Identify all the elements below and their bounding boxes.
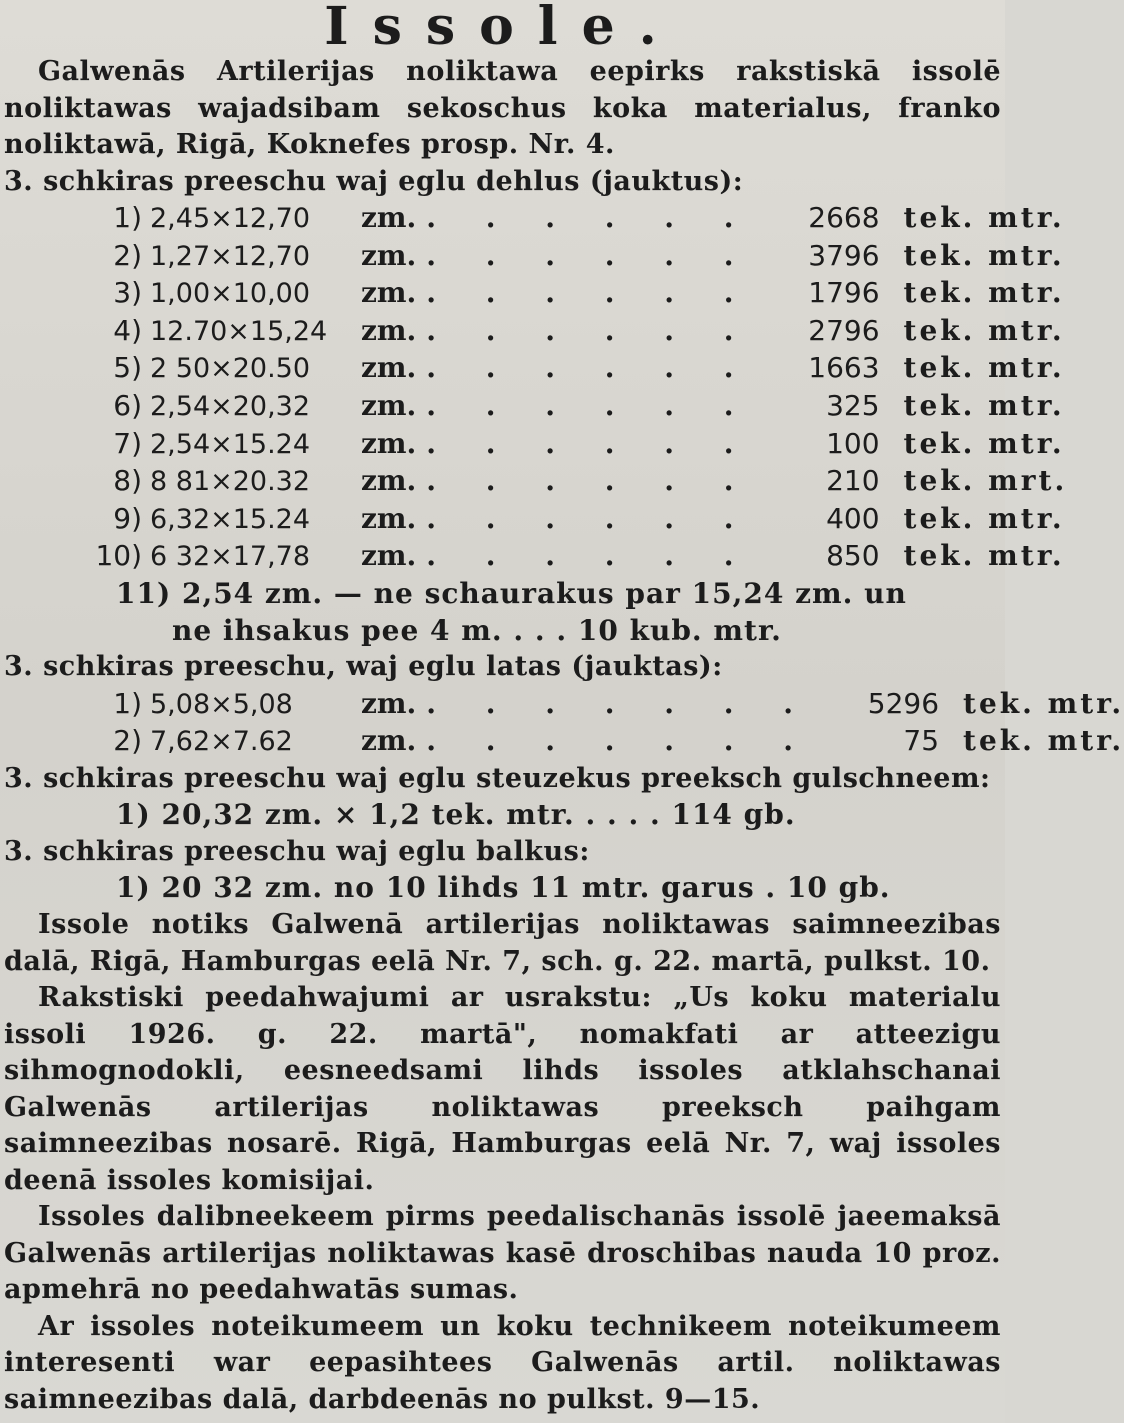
item-dimensions: 2,54×20,32 [150,390,311,422]
item-number: 5) [113,351,142,385]
item-unit: zm. [361,313,417,347]
item-dimensions: 7,62×7.62 [150,726,293,758]
item-measure: tek. mtr. [963,724,1124,758]
item-dimensions: 1,00×10,00 [150,278,311,310]
item-number: 2) [113,238,142,272]
list-item [4,313,1065,351]
list-item [4,723,1124,761]
list-item [4,275,1065,313]
poles-line: 1) 20,32 zm. × 1,2 tek. mtr. . . . . 114 gb. [116,798,796,832]
leader-dots: . . . . . . [426,201,754,234]
item-unit: zm. [361,351,417,385]
item-unit: zm. [361,426,417,460]
list-item [4,238,1065,276]
item-quantity: 3796 [808,238,880,272]
submission-paragraph: Rakstiski peedahwajumi ar usrakstu: „Us koku materialu issoli 1926. g. 22. martā", nomakfati ar atteezigu sihmognodokli, eesneedsami lihds issoles atklahschanai Galwenās artilerijas noliktawas preeksch paihgam saimneezibas nosarē. Rigā, Hamburgas eelā Nr. 7, waj issoles deenā issoles komisijai. [4,982,1001,1196]
page-title: Issole. [324,0,681,57]
item-quantity: 1663 [808,351,880,385]
item-measure: tek. mtr. [903,539,1065,573]
section-heading-boards: 3. schkiras preeschu waj eglu dehlus (jauktus): [4,165,744,197]
item-dimensions: 5,08×5,08 [150,688,293,720]
item-unit: zm. [361,238,417,272]
item-dimensions: 2,45×12,70 [150,203,311,234]
leader-dots: . . . . . . [426,539,754,573]
item-unit: zm. [361,539,417,573]
leader-dots: . . . . . . [426,388,754,422]
laths-list [4,686,1124,761]
leader-dots: . . . . . . [426,501,754,535]
deposit-paragraph: Issoles dalibneekeem pirms peedalischanās issolē jaeemaksā Galwenās artilerijas noliktawas kasē droschibas nauda 10 proz. apmehrā no peedahwatās sumas. [4,1201,1001,1305]
list-item [4,200,1065,238]
item-number: 2) [113,724,142,758]
item-dimensions: 2,54×15.24 [150,428,311,460]
item-measure: tek. mtr. [903,238,1065,272]
item-quantity: 1796 [808,276,880,310]
item-quantity: 75 [903,724,940,758]
item-dimensions: 6,32×15.24 [150,503,311,535]
item-quantity: 100 [826,426,880,460]
item-number: 8) [113,464,142,498]
leader-dots: . . . . . . [426,313,754,347]
item-dimensions: 8 81×20.32 [150,466,311,498]
leader-dots: . . . . . . . [426,686,814,720]
list-item [4,686,1124,724]
item-number: 6) [113,388,142,422]
intro-paragraph: Galwenās Artilerijas noliktawa eepirks rakstiskā issolē noliktawas wajadsibam sekoschus koka materialus, franko noliktawā, Rigā, Koknefes prosp. Nr. 4. [4,56,1001,160]
section-heading-poles: 3. schkiras preeschu waj eglu steuzekus preeksch gulschneem: [4,762,991,794]
list-item [4,350,1065,388]
item-number: 3) [113,276,142,310]
item-measure: tek. mtr. [903,201,1065,234]
section-heading-laths: 3. schkiras preeschu, waj eglu latas (jauktas): [4,651,723,683]
item-number: 10) [95,539,142,573]
item-unit: zm. [361,388,417,422]
item-unit: zm. [361,724,417,758]
leader-dots: . . . . . . . [426,724,814,758]
auction-place-paragraph: Issole notiks Galwenā artilerijas noliktawas saimneezibas dalā, Rigā, Hamburgas eelā Nr. 7, sch. g. 22. martā, pulkst. 10. [4,909,1001,977]
item-quantity: 325 [826,388,880,422]
list-item [4,501,1065,539]
item-number: 1) [113,201,142,234]
item-measure: tek. mtr. [903,501,1065,535]
item-unit: zm. [361,686,417,720]
item-number: 9) [113,501,142,535]
item-measure: tek. mtr. [903,313,1065,347]
item-quantity: 2796 [808,313,880,347]
item-quantity: 210 [826,464,880,498]
beams-line: 1) 20 32 zm. no 10 lihds 11 mtr. garus . 10 gb. [116,871,891,905]
item-11-line-1: 11) 2,54 zm. — ne schaurakus par 15,24 zm. un [116,576,907,610]
item-unit: zm. [361,201,417,234]
leader-dots: . . . . . . [426,464,754,498]
item-unit: zm. [361,276,417,310]
item-number: 1) [113,686,142,720]
section-heading-beams: 3. schkiras preeschu waj eglu balkus: [4,835,590,867]
list-item [4,463,1068,501]
item-measure: tek. mrt. [903,464,1068,498]
item-dimensions: 6 32×17,78 [150,541,311,573]
item-measure: tek. mtr. [903,276,1065,310]
list-item [4,388,1065,426]
item-dimensions: 12.70×15,24 [150,315,328,347]
item-measure: tek. mtr. [903,426,1065,460]
item-measure: tek. mtr. [903,388,1065,422]
item-number: 7) [113,426,142,460]
boards-list [4,200,1068,576]
item-dimensions: 1,27×12,70 [150,240,311,272]
item-measure: tek. mtr. [903,351,1065,385]
leader-dots: . . . . . . [426,351,754,385]
item-quantity: 5296 [867,686,940,720]
list-item [4,538,1065,576]
item-11-line-2: ne ihsakus pee 4 m. . . . 10 kub. mtr. [172,613,782,647]
item-quantity: 850 [826,539,880,573]
item-dimensions: 2 50×20.50 [150,353,311,385]
item-unit: zm. [361,464,417,498]
leader-dots: . . . . . . [426,426,754,460]
item-number: 4) [113,313,142,347]
item-unit: zm. [361,501,417,535]
leader-dots: . . . . . . [426,238,754,272]
item-quantity: 400 [826,501,880,535]
conditions-paragraph: Ar issoles noteikumeem un koku technikeem noteikumeem interesenti war eepasihtees Galwenās artil. noliktawas saimneezibas dalā, darbdeenās no pulkst. 9—15. [4,1310,1001,1415]
leader-dots: . . . . . . [426,276,754,310]
item-measure: tek. mtr. [963,686,1124,720]
item-quantity: 2668 [808,201,880,234]
list-item [4,426,1065,464]
